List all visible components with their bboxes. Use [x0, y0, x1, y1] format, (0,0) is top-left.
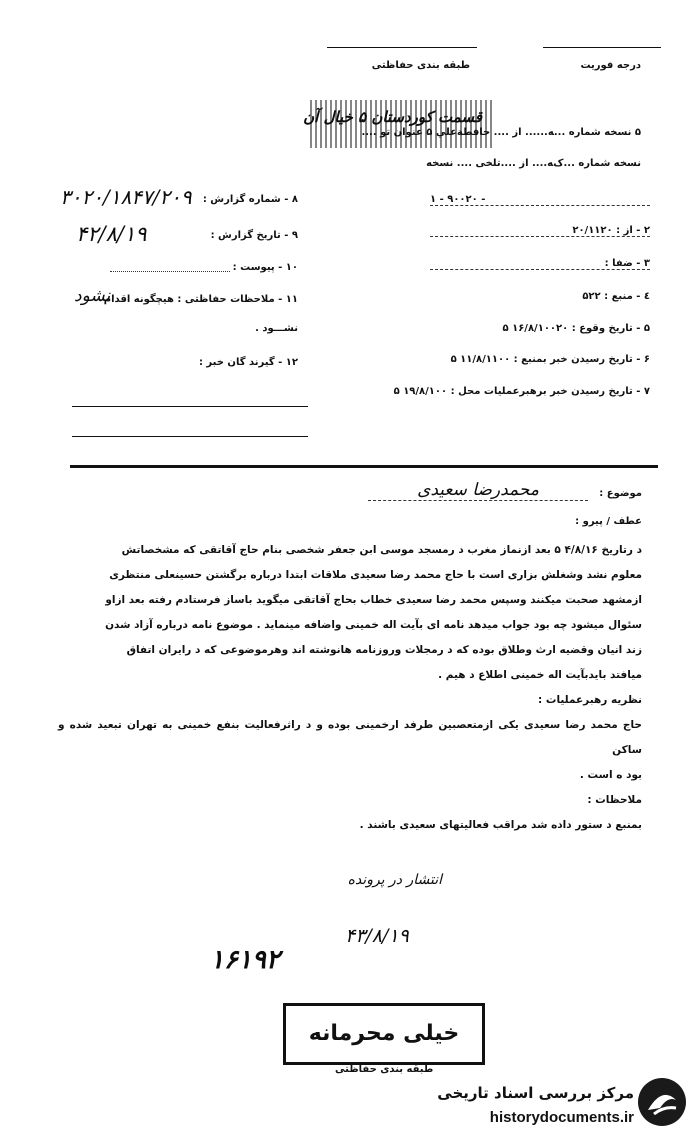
field-1: ۱ - ۹۰۰۲۰ -: [430, 194, 650, 206]
body-line: ملاحظات :: [587, 794, 642, 806]
subject-value: محمدرضا سعیدی: [368, 480, 588, 501]
subject-label: موضوع :: [599, 488, 642, 499]
field-3: ۳ - ضفا :: [430, 258, 650, 270]
report-date-handwritten: ۴۲/۸/۱۹: [76, 222, 147, 246]
field-4: ٤ - منبع : ۵۲۲: [582, 291, 650, 302]
field-8-label: ۸ - شماره گزارش :: [202, 194, 298, 205]
field-9-label: ۹ - تاریخ گزارش :: [210, 230, 298, 241]
header-rule-right: [543, 47, 661, 48]
section-divider: [70, 465, 658, 468]
recipients-line-2: [72, 436, 308, 437]
handwritten-date: ۴۳/۸/۱۹: [345, 925, 409, 947]
classification-label: طبقه بندی حفاظتی: [371, 60, 470, 71]
body-line: میافتد بایدبآیت اله خمینی اطلاع د هیم .: [438, 669, 642, 681]
copy-number-line-2: نسخه شماره ...کﻪ.... از ....تلخی .... نسخه: [426, 158, 641, 169]
archive-website-link[interactable]: historydocuments.ir: [489, 1109, 634, 1126]
field-12-label: ۱۲ - گیرند گان خبر :: [198, 357, 298, 368]
report-body: [58, 538, 642, 838]
body-line: حاج محمد رضا سعیدی یکی ازمتعصبین طرفد ارخمینی بوده و د راثرفعالیت بنفع خمینی به تهران تبعید شده و ساکن: [58, 719, 642, 756]
field-7: ۷ - تاریخ رسیدن خبر برهبرعملیات محل : ۱۹/۸/۱۰۰ ۵: [393, 386, 650, 397]
priority-label: درجه فوریت: [580, 60, 641, 71]
copy-number-line: ۵ نسخه شماره ...ﻪ...... از .... حاﻓﻄﺔﻋﻠﻲ ۵ عنوان تو ....: [361, 127, 641, 138]
header-rule-left: [327, 47, 477, 48]
field-11-label: ۱۱ - ملاحظات حفاظتی : هیچگونه اقدام: [103, 294, 298, 305]
field-11-cont: نشـــود .: [255, 323, 298, 334]
archive-name: مرکز بررسی اسناد تاریخی: [437, 1084, 634, 1102]
field-5: ۵ - تاریخ وقوع : ۱۶/۸/۱۰۰۲۰ ۵: [502, 323, 650, 334]
body-line: زند انیان وقضیه ارث وطلاق بوده که د رمجلات وروزنامه هانوشته اند وهرموضوعی که د رایران اتفاق: [126, 644, 642, 656]
body-line: نظریه رهبرعملیات :: [538, 694, 642, 706]
handwritten-number: ۱۶۱۹۲: [210, 945, 280, 975]
body-line: سئوال میشود چه بود جواب میدهد نامه ای بآیت اله خمینی واضافه مینماید . موضوع نامه درباره آزاد شدن: [105, 619, 642, 631]
body-line: بمنبع د ستور داده شد مراقب فعالیتهای سعیدی باشند .: [359, 819, 642, 831]
body-line: بود ه است .: [579, 769, 642, 781]
recipients-line-1: [72, 406, 308, 407]
field-2: ۲ - از : ۲۰/۱۱۲۰: [430, 225, 650, 237]
field-6: ۶ - تاریخ رسیدن خبر بمنبع : ۱۱/۸/۱۱۰۰ ۵: [450, 354, 650, 365]
confidential-stamp: خیلی محرمانه: [283, 1003, 485, 1065]
reference-label: عطف / پیرو :: [575, 516, 642, 527]
report-number-handwritten: ۳۰۲۰/۱۸۴۷/۲۰۹: [60, 185, 192, 209]
top-stamp-text: قسمت کوردستان ۵ خيال آن: [303, 108, 482, 126]
field-10-dots: [110, 271, 230, 272]
archive-logo-icon: [638, 1078, 686, 1126]
field-11-handwritten: نشود: [74, 286, 111, 306]
stamp-subtitle: طبقه بندی حفاظتی: [335, 1064, 434, 1075]
field-10-label: ۱۰ - پیوست :: [232, 262, 298, 273]
body-line: ازمشهد صحبت میکنند وسپس محمد رضا سعیدی خطاب بحاج آقاتقی میگوید باساز فرستادم رفته بعد ازاو: [105, 594, 642, 606]
handwritten-note: انتشار در پرونده: [347, 872, 442, 888]
body-line: د رتاریخ ۴/۸/۱۶ ۵ بعد ازنماز مغرب د رمسجد موسی ابن جعفر شخصی بنام حاج آقاتقی که مشخصاتش: [121, 544, 642, 556]
body-line: معلوم نشد وشغلش بزاری است با حاج محمد رضا سعیدی ملاقات ابتدا درباره برگشتن حسینعلی منتظری: [109, 569, 642, 581]
